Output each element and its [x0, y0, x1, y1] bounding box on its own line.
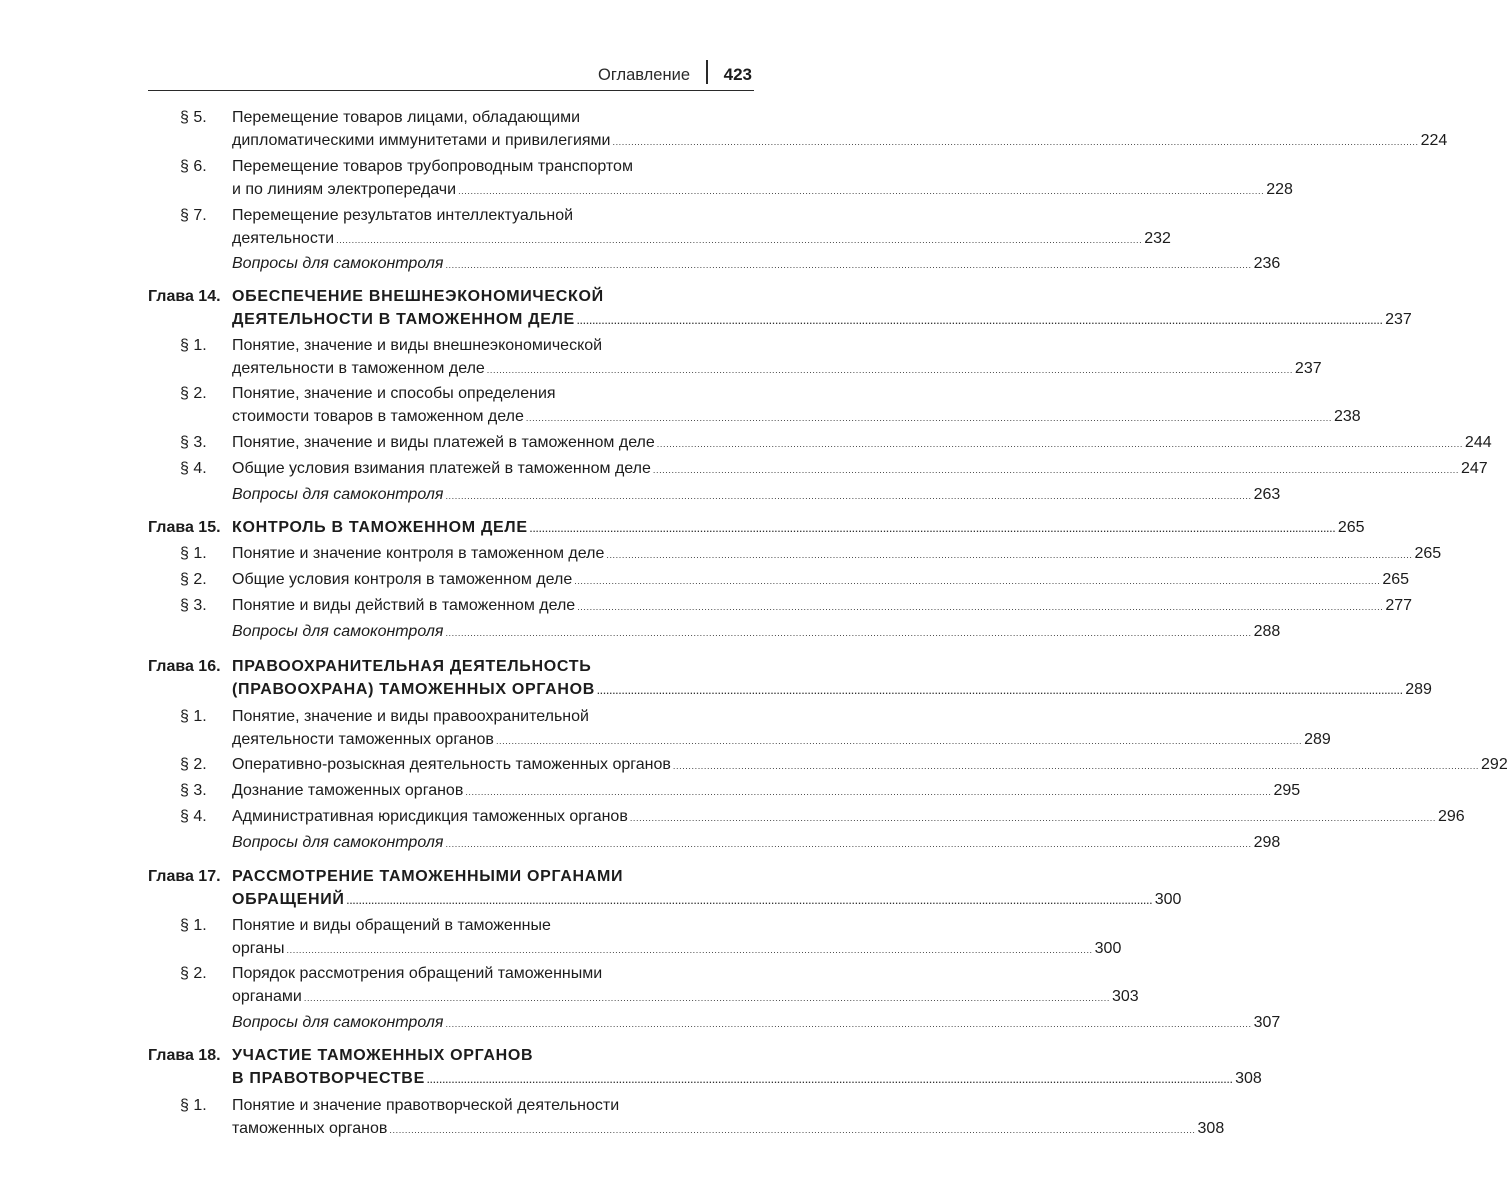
entry-title	[232, 1011, 1281, 1034]
entry-title-line: Перемещение товаров лицами, обладающими	[232, 109, 581, 126]
dot-leader: ....................................................................................................................................................................................................................................................................	[486, 365, 1293, 375]
entry-page-number: 289	[1304, 731, 1331, 748]
entry-title-text: Понятие и виды действий в таможенном деле	[232, 597, 576, 614]
entry-title-text: Вопросы для самоконтроля	[232, 1014, 444, 1031]
section-number: § 5.	[180, 109, 207, 126]
entry-title-text: Вопросы для самоконтроля	[232, 834, 444, 851]
section-number: § 4.	[180, 460, 207, 477]
entry-title-line: Понятие и виды обращений в таможенные	[232, 917, 551, 934]
entry-title-text: ОБРАЩЕНИЙ	[232, 891, 345, 908]
entry-last-line	[232, 1067, 1262, 1090]
entry-page-number: 303	[1111, 988, 1139, 1005]
dot-leader: ....................................................................................................................................................................................................................................................................	[458, 186, 1265, 196]
entry-title-text: В ПРАВОТВОРЧЕСТВЕ	[232, 1070, 425, 1087]
entry-page-number: 247	[1461, 460, 1488, 477]
entry-title	[232, 753, 1508, 776]
entry-last-line	[232, 594, 1413, 617]
entry-page-number: 265	[1414, 545, 1442, 562]
entry-title-text: Дознание таможенных органов	[232, 782, 464, 799]
entry-last-line	[232, 728, 1331, 751]
dot-leader: ....................................................................................................................................................................................................................................................................	[629, 813, 1436, 823]
dot-leader: ....................................................................................................................................................................................................................................................................	[445, 491, 1252, 501]
dot-leader: ....................................................................................................................................................................................................................................................................	[445, 260, 1252, 270]
entry-title	[232, 655, 1432, 701]
entry-last-line	[232, 516, 1365, 539]
entry-last-line	[232, 129, 1448, 152]
entry-last-line	[232, 405, 1361, 428]
entry-page-number: 238	[1334, 408, 1361, 425]
entry-title-text: Вопросы для самоконтроля	[232, 623, 444, 640]
entry-last-line	[232, 308, 1412, 331]
section-number: § 6.	[180, 158, 207, 175]
entry-last-line	[232, 483, 1281, 506]
entry-title-line: ПРАВООХРАНИТЕЛЬНАЯ ДЕЯТЕЛЬНОСТЬ	[232, 658, 592, 675]
section-number: § 3.	[180, 434, 207, 451]
entry-title-text: (ПРАВООХРАНА) ТАМОЖЕННЫХ ОРГАНОВ	[232, 681, 596, 698]
entry-page-number: 300	[1154, 891, 1182, 908]
entry-last-line	[232, 568, 1410, 591]
entry-title-text: и по линиям электропередачи	[232, 181, 457, 198]
entry-title-text: деятельности	[232, 230, 335, 247]
entry-title-text: органы	[232, 940, 285, 957]
dot-leader: ....................................................................................................................................................................................................................................................................	[389, 1125, 1196, 1135]
entry-title-text: стоимости товаров в таможенном деле	[232, 408, 524, 425]
entry-last-line	[232, 779, 1301, 802]
entry-title	[232, 705, 1331, 751]
entry-last-line	[232, 985, 1139, 1008]
entry-title	[232, 382, 1361, 428]
section-number: § 1.	[180, 1097, 207, 1114]
entry-page-number: 224	[1420, 132, 1448, 149]
entry-title-text: Общие условия взимания платежей в таможенном деле	[232, 460, 651, 477]
entry-title	[232, 831, 1281, 854]
entry-last-line	[232, 457, 1488, 480]
entry-last-line	[232, 227, 1171, 250]
entry-last-line	[232, 542, 1442, 565]
entry-page-number: 244	[1464, 434, 1492, 451]
entry-last-line	[232, 1011, 1281, 1034]
entry-last-line	[232, 937, 1122, 960]
entry-title-line: Перемещение товаров трубопроводным транспортом	[232, 158, 633, 175]
entry-title	[232, 1044, 1262, 1090]
dot-leader: ....................................................................................................................................................................................................................................................................	[445, 628, 1252, 638]
section-number: § 2.	[180, 571, 207, 588]
entry-page-number: 236	[1253, 255, 1281, 272]
entry-page-number: 265	[1382, 571, 1410, 588]
section-number: § 1.	[180, 545, 207, 562]
entry-title-line: ОБЕСПЕЧЕНИЕ ВНЕШНЕЭКОНОМИЧЕСКОЙ	[232, 288, 604, 305]
entry-title	[232, 805, 1465, 828]
section-number: § 1.	[180, 337, 207, 354]
entry-title	[232, 204, 1171, 250]
dot-leader: ....................................................................................................................................................................................................................................................................	[303, 993, 1110, 1003]
dot-leader: ....................................................................................................................................................................................................................................................................	[656, 439, 1463, 449]
entry-page-number: 295	[1273, 782, 1301, 799]
entry-last-line	[232, 1117, 1225, 1140]
entry-title	[232, 865, 1182, 911]
section-number: § 4.	[180, 808, 207, 825]
entry-page-number: 307	[1253, 1014, 1281, 1031]
entry-title-text: Оперативно-розыскная деятельность таможенных органов	[232, 756, 671, 773]
dot-leader: ....................................................................................................................................................................................................................................................................	[576, 316, 1384, 326]
entry-title-line: Понятие, значение и виды внешнеэкономической	[232, 337, 603, 354]
entry-title-line: Понятие, значение и способы определения	[232, 385, 556, 402]
entry-title-text: дипломатическими иммунитетами и привилегиями	[232, 132, 611, 149]
entry-title-line: Понятие и значение правотворческой деятельности	[232, 1097, 620, 1114]
entry-last-line	[232, 431, 1492, 454]
entry-last-line	[232, 678, 1432, 701]
dot-leader: ....................................................................................................................................................................................................................................................................	[286, 945, 1093, 955]
dot-leader: ....................................................................................................................................................................................................................................................................	[652, 465, 1459, 475]
entry-last-line	[232, 753, 1508, 776]
entry-page-number: 296	[1437, 808, 1465, 825]
entry-title	[232, 568, 1410, 591]
section-title: Оглавление	[598, 66, 690, 84]
entry-title-text: Вопросы для самоконтроля	[232, 486, 444, 503]
entry-last-line	[232, 357, 1322, 380]
entry-title	[232, 914, 1122, 960]
dot-leader: ....................................................................................................................................................................................................................................................................	[529, 524, 1336, 534]
dot-leader: ....................................................................................................................................................................................................................................................................	[426, 1075, 1234, 1085]
entry-title-line: Перемещение результатов интеллектуальной	[232, 207, 574, 224]
entry-title	[232, 516, 1365, 539]
entry-page-number: 277	[1385, 597, 1413, 614]
dot-leader: ....................................................................................................................................................................................................................................................................	[525, 413, 1332, 423]
entry-title	[232, 1094, 1225, 1140]
section-number: § 7.	[180, 207, 207, 224]
chapter-number: Глава 14.	[148, 288, 221, 305]
entry-last-line	[232, 620, 1281, 643]
dot-leader: ....................................................................................................................................................................................................................................................................	[577, 602, 1384, 612]
chapter-number: Глава 16.	[148, 658, 221, 675]
dot-leader: ....................................................................................................................................................................................................................................................................	[346, 896, 1153, 906]
page-number: 423	[723, 65, 752, 84]
dot-leader: ....................................................................................................................................................................................................................................................................	[672, 761, 1480, 771]
entry-title	[232, 962, 1139, 1008]
entry-title-line: РАССМОТРЕНИЕ ТАМОЖЕННЫМИ ОРГАНАМИ	[232, 868, 624, 885]
entry-title	[232, 594, 1413, 617]
section-number: § 3.	[180, 597, 207, 614]
entry-title-text: Понятие, значение и виды платежей в таможенном деле	[232, 434, 655, 451]
entry-title	[232, 155, 1293, 201]
entry-title-text: ДЕЯТЕЛЬНОСТИ В ТАМОЖЕННОМ ДЕЛЕ	[232, 311, 575, 328]
entry-title	[232, 483, 1281, 506]
entry-title	[232, 620, 1281, 643]
entry-title-line: Порядок рассмотрения обращений таможенными	[232, 965, 603, 982]
entry-page-number: 237	[1385, 311, 1412, 328]
entry-title-text: Вопросы для самоконтроля	[232, 255, 444, 272]
entry-title	[232, 779, 1301, 802]
entry-title	[232, 431, 1492, 454]
entry-title-text: таможенных органов	[232, 1120, 388, 1137]
entry-title-text: Административная юрисдикция таможенных органов	[232, 808, 628, 825]
section-number: § 1.	[180, 917, 207, 934]
entry-page-number: 228	[1266, 181, 1293, 198]
section-number: § 2.	[180, 385, 207, 402]
entry-title-text: КОНТРОЛЬ В ТАМОЖЕННОМ ДЕЛЕ	[232, 519, 528, 536]
entry-page-number: 298	[1253, 834, 1281, 851]
chapter-number: Глава 18.	[148, 1047, 221, 1064]
entry-last-line	[232, 888, 1182, 911]
entry-page-number: 300	[1094, 940, 1122, 957]
entry-title-text: органами	[232, 988, 302, 1005]
dot-leader: ....................................................................................................................................................................................................................................................................	[445, 1019, 1252, 1029]
entry-title-line: УЧАСТИЕ ТАМОЖЕННЫХ ОРГАНОВ	[232, 1047, 534, 1064]
entry-page-number: 292	[1481, 756, 1508, 773]
dot-leader: ....................................................................................................................................................................................................................................................................	[445, 839, 1252, 849]
chapter-number: Глава 15.	[148, 519, 221, 536]
chapter-number: Глава 17.	[148, 868, 221, 885]
entry-last-line	[232, 178, 1293, 201]
entry-page-number: 288	[1253, 623, 1281, 640]
entry-last-line	[232, 831, 1281, 854]
section-number: § 3.	[180, 782, 207, 799]
dot-leader: ....................................................................................................................................................................................................................................................................	[336, 235, 1143, 245]
dot-leader: ....................................................................................................................................................................................................................................................................	[606, 550, 1413, 560]
entry-page-number: 308	[1197, 1120, 1225, 1137]
entry-title	[232, 457, 1488, 480]
dot-leader: ....................................................................................................................................................................................................................................................................	[597, 686, 1404, 696]
entry-last-line	[232, 805, 1465, 828]
entry-title-text: деятельности таможенных органов	[232, 731, 494, 748]
dot-leader: ....................................................................................................................................................................................................................................................................	[574, 576, 1381, 586]
section-number: § 2.	[180, 756, 207, 773]
entry-title	[232, 334, 1322, 380]
entry-title	[232, 106, 1448, 152]
entry-page-number: 308	[1235, 1070, 1262, 1087]
entry-title-text: деятельности в таможенном деле	[232, 360, 485, 377]
entry-page-number: 289	[1405, 681, 1432, 698]
entry-title	[232, 542, 1442, 565]
entry-last-line	[232, 252, 1281, 275]
entry-title-line: Понятие, значение и виды правоохранительной	[232, 708, 589, 725]
dot-leader: ....................................................................................................................................................................................................................................................................	[465, 787, 1272, 797]
entry-page-number: 265	[1337, 519, 1365, 536]
entry-title	[232, 252, 1281, 275]
dot-leader: ....................................................................................................................................................................................................................................................................	[495, 736, 1303, 746]
section-number: § 2.	[180, 965, 207, 982]
entry-title-text: Понятие и значение контроля в таможенном деле	[232, 545, 605, 562]
entry-title-text: Общие условия контроля в таможенном деле	[232, 571, 573, 588]
section-number: § 1.	[180, 708, 207, 725]
dot-leader: ....................................................................................................................................................................................................................................................................	[612, 137, 1419, 147]
entry-page-number: 232	[1144, 230, 1171, 247]
entry-page-number: 237	[1294, 360, 1322, 377]
entry-title	[232, 285, 1412, 331]
entry-page-number: 263	[1253, 486, 1281, 503]
